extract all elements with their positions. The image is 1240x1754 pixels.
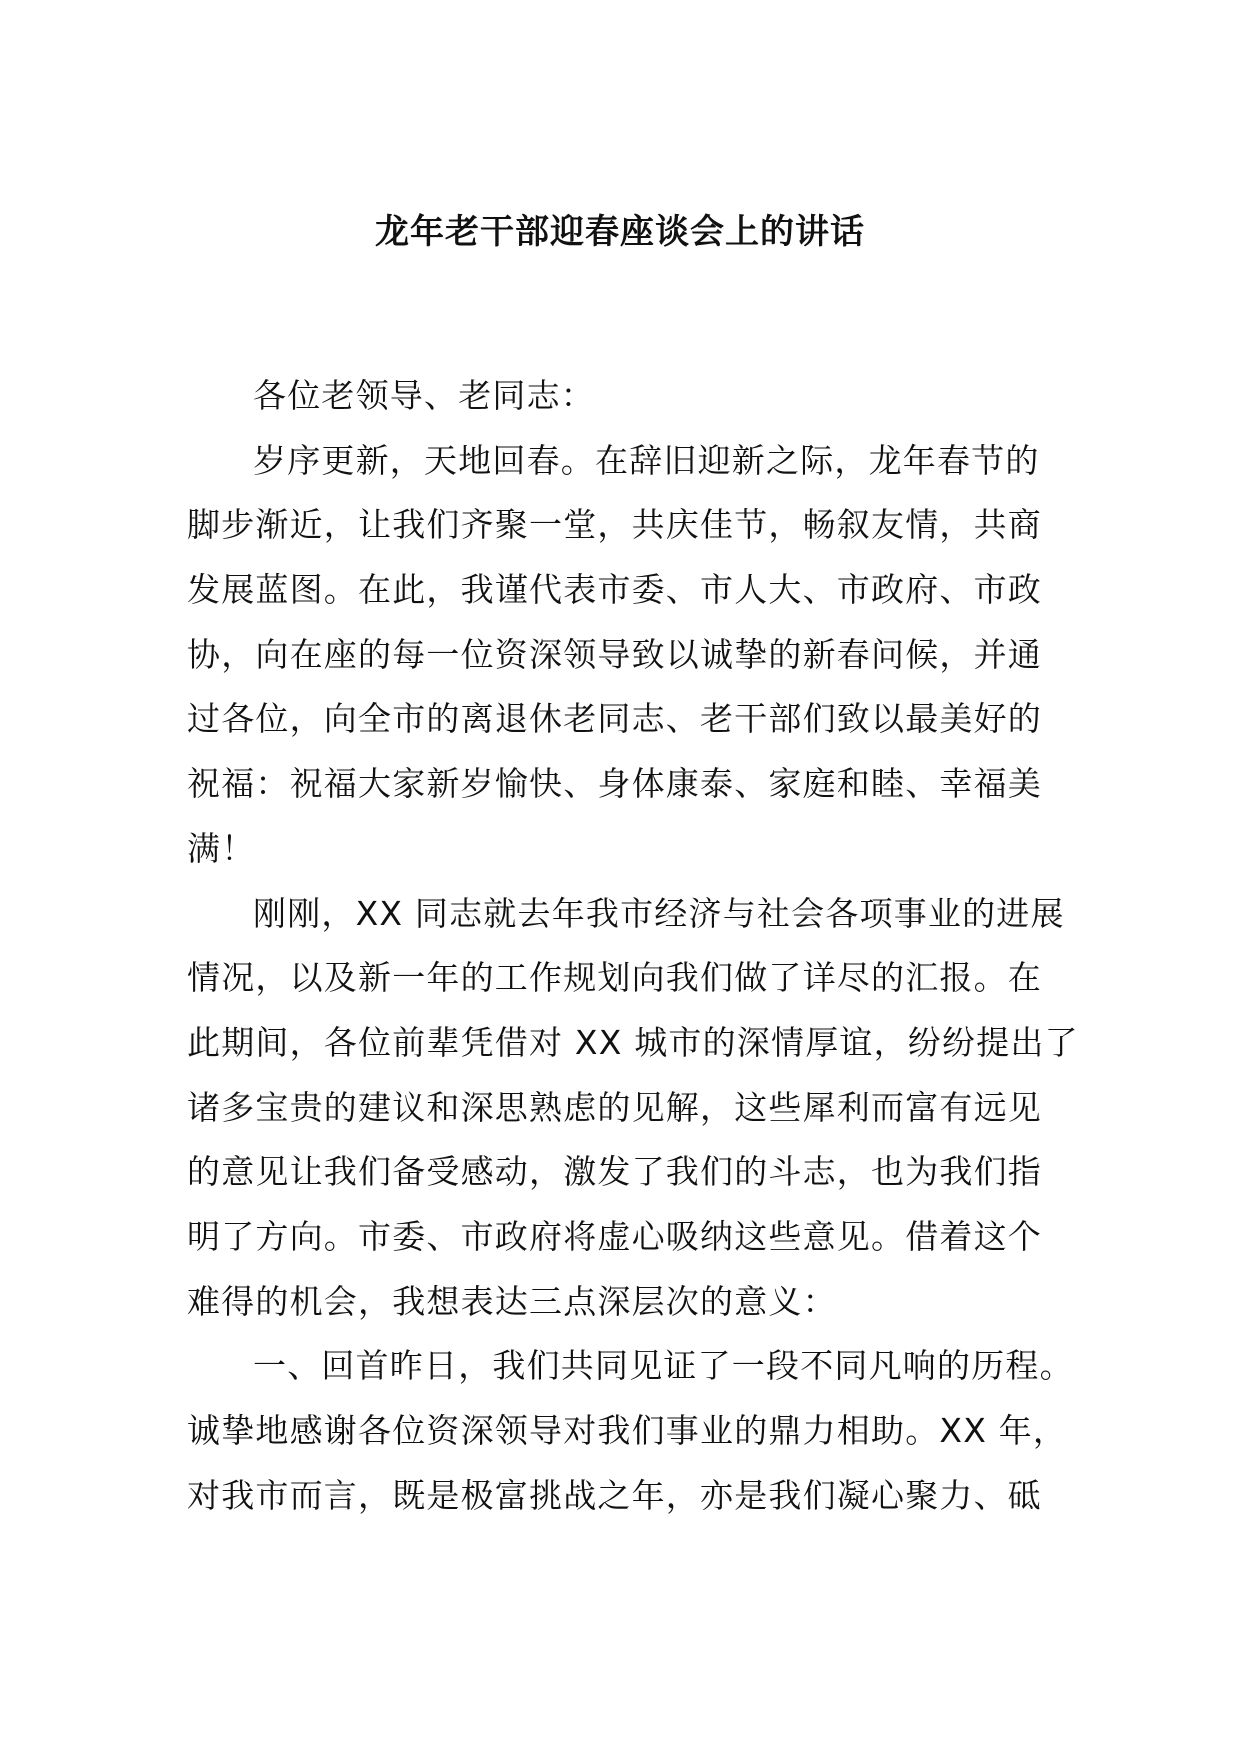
paragraph-line: 岁序更新，天地回春。在辞旧迎新之际，龙年春节的 xyxy=(253,440,1040,480)
paragraph-line: 此期间，各位前辈凭借对 XX 城市的深情厚谊，纷纷提出了 xyxy=(187,1022,1079,1062)
paragraph-line: 诸多宝贵的建议和深思熟虑的见解，这些犀利而富有远见 xyxy=(187,1087,1042,1127)
paragraph-line: 发展蓝图。在此，我谨代表市委、市人大、市政府、市政 xyxy=(187,570,1042,610)
paragraph-line: 协，向在座的每一位资深领导致以诚挚的新春问候，并通 xyxy=(187,634,1042,674)
paragraph-line: 过各位，向全市的离退休老同志、老干部们致以最美好的 xyxy=(187,699,1042,739)
paragraph-line: 一、回首昨日，我们共同见证了一段不同凡响的历程。 xyxy=(253,1346,1074,1386)
paragraph-line: 脚步渐近，让我们齐聚一堂，共庆佳节，畅叙友情，共商 xyxy=(187,505,1042,545)
paragraph-line: 刚刚，XX 同志就去年我市经济与社会各项事业的进展 xyxy=(253,893,1065,933)
paragraph-line: 诚挚地感谢各位资深领导对我们事业的鼎力相助。XX 年， xyxy=(187,1411,1068,1450)
document-body xyxy=(187,364,1079,1528)
document-title: 龙年老干部迎春座谈会上的讲话 xyxy=(375,212,865,252)
paragraph-line: 对我市而言，既是极富挑战之年，亦是我们凝心聚力、砥 xyxy=(187,1475,1042,1515)
paragraph-line: 满！ xyxy=(187,828,256,868)
paragraph-line: 明了方向。市委、市政府将虚心吸纳这些意见。借着这个 xyxy=(187,1216,1042,1256)
paragraph-line: 祝福：祝福大家新岁愉快、身体康泰、家庭和睦、幸福美 xyxy=(187,764,1042,804)
paragraph-line: 情况，以及新一年的工作规划向我们做了详尽的汇报。在 xyxy=(187,958,1042,998)
paragraph-line: 各位老领导、老同志： xyxy=(253,376,595,415)
paragraph-line: 的意见让我们备受感动，激发了我们的斗志，也为我们指 xyxy=(187,1152,1042,1192)
paragraph-line: 难得的机会，我想表达三点深层次的意义： xyxy=(187,1281,837,1321)
